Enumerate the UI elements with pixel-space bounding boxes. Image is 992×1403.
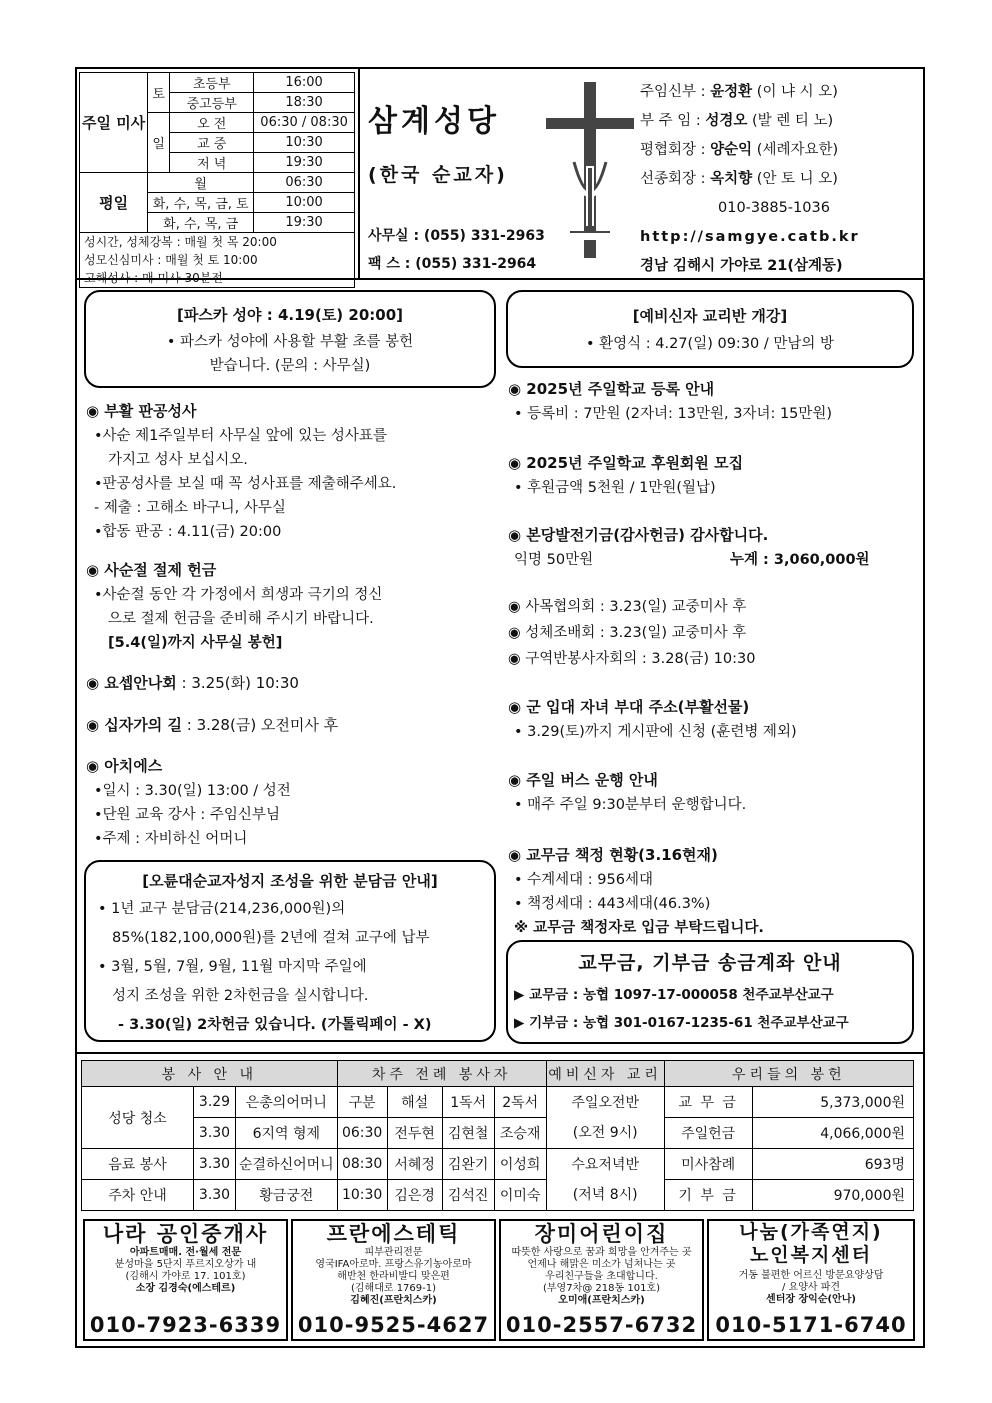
mass-row-name: 중고등부 [170,93,254,113]
liturgy-cell: 10:30 [337,1180,387,1211]
catechumen-title: [예비신자 교리반 개강] [632,307,788,325]
mass-row-name: 저 녁 [170,153,254,173]
service-label: 주차 안내 [82,1180,194,1211]
section-line: • 매주 주일 9:30분부터 운행합니다. [514,797,747,813]
section-military [508,694,797,744]
oryun-line: 85%(182,100,000원)를 2년에 걸쳐 교구에 납부 [112,930,430,946]
liturgy-cell: 김석진 [442,1180,494,1211]
section-line: - 제출 : 고해소 바구니, 사무실 [94,500,286,516]
section-line: •사순절 동안 각 가정에서 희생과 극기의 정신 [94,587,383,603]
sunday-mass-label: 주일 미사 [80,73,148,173]
oryun-line: • 3월, 5월, 7월, 9월, 11월 마지막 주일에 [98,959,367,975]
staff-row: 선종회장 : 옥치향 (안 토 니 오) [640,171,838,187]
liturgy-cell: 김은경 [387,1180,442,1211]
section-stations: ◉ 십자가의 길 : 3.28(금) 오전미사 후 [86,716,339,734]
oryun-box [84,860,496,1042]
section-line: •사순 제1주일부터 사무실 앞에 있는 성사표를 [94,428,387,444]
mass-row-time: 10:30 [254,133,355,153]
church-name: 삼계성당 [368,104,500,139]
bank-title: 교무금, 기부금 송금계좌 안내 [578,952,842,974]
service-date: 3.30 [194,1180,236,1211]
section-thanks [508,522,888,572]
mass-row-time: 19:30 [254,213,355,233]
liturgy-cell: 이미숙 [494,1180,546,1211]
mass-row-time: 18:30 [254,93,355,113]
section-heading: ◉ 2025년 주일학교 후원회원 모집 [508,454,744,472]
section-confession [86,398,396,544]
office-contact [368,222,545,278]
section-acies [86,753,291,851]
paska-box [84,290,496,388]
liturgy-cell: 06:30 [337,1118,387,1149]
weekday-mass-label: 평일 [80,173,148,233]
section-joseph-anna: ◉ 요셉안나회 : 3.25(화) 10:30 [86,674,299,692]
service-date: 3.29 [194,1087,236,1118]
liturgy-cell: 김현철 [442,1118,494,1149]
oryun-line: 성지 조성을 위한 2차헌금을 실시합니다. [112,988,369,1004]
section-heading: ◉ 교무금 책정 현황(3.16현재) [508,846,718,864]
section-heading: ◉ 아치에스 [86,757,163,775]
mass-row-time: 06:30 / 08:30 [254,113,355,133]
service-header: 차주 전례 봉사자 [337,1061,546,1087]
mass-divider [358,67,360,280]
section-line: •판공성사를 보실 때 꼭 성사표를 제출해주세요. [94,476,397,492]
offer-label: 교 무 금 [664,1087,752,1118]
class-cell: 주일오전반 (오전 9시) [546,1087,664,1149]
liturgy-cell: 해설 [387,1087,442,1118]
section-dues [508,842,764,940]
section-line: • 책정세대 : 443세대(46.3%) [514,896,711,912]
liturgy-cell: 이성희 [494,1149,546,1180]
oryun-line: • 1년 교구 분담금(214,236,000원)의 [98,901,346,917]
staff-row: 부 주 임 : 성경오 (발 렌 티 노) [640,113,834,129]
liturgy-cell: 조승재 [494,1118,546,1149]
thanks-donation: 익명 50만원 [514,552,594,568]
section-heading: ◉ 2025년 주일학교 등록 안내 [508,380,715,398]
section-line: •주제 : 자비하신 어머니 [94,831,248,847]
staff-row: 주임신부 : 윤정환 (이 냐 시 오) [640,84,838,100]
ad-welfare: 나눔(가족연지) 노인복지센터 거동 불편한 어르신 방문요양상담 / 요양사 파견 센터장 장익순(안나) 010-5171-6740 [707,1219,915,1341]
class-cell: 수요저녁반 (저녁 8시) [546,1149,664,1211]
mass-note: 고해성사 : 매 미사 30분전 [84,271,223,285]
ad-esthetic: 프란에스테틱 피부관리전문 영국IFA아로마. 프랑스유기농아로마 해반천 한라비발디 맞은편 (김해대로 1769-1) 김혜진(프란치스카) 010-9525-4627 [291,1219,496,1341]
section-line: • 3.29(토)까지 게시판에 신청 (훈련병 제외) [514,724,797,740]
service-date: 3.30 [194,1149,236,1180]
meeting-line: ◉ 성체조배회 : 3.23(일) 교중미사 후 [508,625,747,641]
section-lent-offering [86,557,382,655]
section-sunday-school [508,376,832,426]
ad-title: 나눔(가족연지) [739,1221,883,1243]
thanks-total: 누계 : 3,060,000원 [730,552,870,568]
ad-phone: 010-9525-4627 [297,1313,490,1337]
mass-row-time: 19:30 [254,153,355,173]
meeting-line: ◉ 사목협의회 : 3.23(일) 교중미사 후 [508,599,747,615]
catechumen-line: • 환영식 : 4.27(일) 09:30 / 만남의 방 [585,336,835,352]
service-who: 6지역 형제 [236,1118,338,1149]
section-heading: ◉ 부활 판공성사 [86,402,197,420]
service-who: 황금궁전 [236,1180,338,1211]
offer-value: 5,373,000원 [752,1087,913,1118]
section-line: • 후원금액 5천원 / 1만원(월납) [514,480,716,496]
meeting-line: ◉ 구역반봉사자회의 : 3.28(금) 10:30 [508,651,756,667]
liturgy-cell: 서혜정 [387,1149,442,1180]
church-address: 경남 김해시 가야로 21(삼계동) [640,258,843,274]
service-who: 순결하신어머니 [236,1149,338,1180]
mass-note: 성시간, 성체강복 : 매월 첫 목 20:00 [84,235,277,249]
section-heading: ◉ 본당발전기금(감사헌금) 감사합니다. [508,526,769,544]
staff-row: 평협회장 : 양순익 (세례자요한) [640,142,839,158]
mass-schedule [79,72,355,288]
ad-daycare: 장미어린이집 따뜻한 사랑으로 꿈과 희망을 안겨주는 곳 언제나 해맑은 미소가 넘쳐나는 곳 우리친구들을 초대합니다. (부영7차@ 218동 101호) 오미애(프란치스카) 010-2557-6732 [499,1219,704,1341]
section-line: • 등록비 : 7만원 (2자녀: 13만원, 3자녀: 15만원) [514,406,833,422]
section-line: •일시 : 3.30(일) 13:00 / 성전 [94,783,291,799]
mass-notes [79,233,355,288]
offer-value: 970,000원 [752,1180,913,1211]
liturgy-cell: 전두현 [387,1118,442,1149]
paska-line: • 파스카 성야에 사용할 부활 초를 봉헌 [166,334,414,350]
section-heading: ◉ 군 입대 자녀 부대 주소(부활선물) [508,698,750,716]
ad-phone: 010-2557-6732 [505,1313,698,1337]
ad-title: 프란에스테틱 [326,1222,461,1246]
service-who: 은총의어머니 [236,1087,338,1118]
mass-row-time: 06:30 [254,173,355,193]
sat-label: 토 [148,73,170,113]
mass-row-name: 초등부 [170,73,254,93]
mass-row-time: 16:00 [254,73,355,93]
office-phone: 사무실 : (055) 331-2963 [368,228,545,244]
service-label: 성당 청소 [82,1087,194,1149]
liturgy-cell: 구분 [337,1087,387,1118]
mass-row-name: 월 [148,173,254,193]
staff-list [640,78,920,281]
section-line: [5.4(일)까지 사무실 봉헌] [108,635,283,651]
service-table [81,1060,914,1211]
oryun-line: - 3.30(일) 2차헌금 있습니다. (가톨릭페이 - X) [118,1017,432,1033]
section-heading: ◉ 사순절 절제 헌금 [86,561,217,579]
service-date: 3.30 [194,1118,236,1149]
mass-row-name: 화, 수, 목, 금, 토 [148,193,254,213]
section-meetings [508,594,755,672]
bank-line: ▶ 기부금 : 농협 301-0167-1235-61 천주교부산교구 [514,1015,849,1031]
cross-logo-icon [540,80,640,260]
section-line: • 수계세대 : 956세대 [514,872,653,888]
service-label: 음료 봉사 [82,1149,194,1180]
office-fax: 팩 스 : (055) 331-2964 [368,256,537,272]
offer-label: 주일헌금 [664,1118,752,1149]
liturgy-cell: 08:30 [337,1149,387,1180]
sun-label: 일 [148,113,170,173]
ad-phone: 010-7923-6339 [89,1313,282,1337]
paska-line: 받습니다. (문의 : 사무실) [209,358,371,374]
ad-title: 노인복지센터 [749,1244,873,1266]
church-subtitle: (한국 순교자) [368,164,508,186]
ad-title: 장미어린이집 [534,1222,669,1246]
offer-value: 693명 [752,1149,913,1180]
oryun-title: [오륜대순교자성지 조성을 위한 분담금 안내] [142,872,438,890]
mass-note: 성모신심미사 : 매월 첫 토 10:00 [84,253,258,267]
offer-label: 기 부 금 [664,1180,752,1211]
bank-line: ▶ 교무금 : 농협 1097-17-000058 천주교부산교구 [514,987,834,1003]
section-line: •단원 교육 강사 : 주임신부님 [94,807,280,823]
service-header: 우리들의 봉헌 [664,1061,913,1087]
footer-divider [75,1052,925,1054]
mass-row-time: 10:00 [254,193,355,213]
liturgy-cell: 2독서 [494,1087,546,1118]
website-link[interactable]: http://samgye.catb.kr [640,229,860,245]
liturgy-cell: 김완기 [442,1149,494,1180]
section-line: •합동 판공 : 4.11(금) 20:00 [94,524,282,540]
offer-value: 4,066,000원 [752,1118,913,1149]
offer-label: 미사참례 [664,1149,752,1180]
catechumen-box [506,290,914,368]
paska-title: [파스카 성야 : 4.19(토) 20:00] [176,306,403,324]
section-sponsor [508,450,743,500]
section-line: ※ 교무금 책정자로 입금 부탁드립니다. [514,920,764,936]
service-header: 예비신자 교리 [546,1061,664,1087]
staff-phone: 010-3885-1036 [718,200,830,216]
mass-row-name: 오 전 [170,113,254,133]
ad-realestate: 나라 공인중개사 아파트매매. 전·월세 전문 분성마을 5단지 푸르지오상가 내 (김해시 가야로 17. 101호) 소장 김경숙(에스테르) 010-7923-6339 [83,1219,288,1341]
section-line: 가지고 성사 보십시오. [108,452,248,468]
section-heading: ◉ 주일 버스 운행 안내 [508,771,658,789]
bank-box [506,940,914,1044]
liturgy-cell: 1독서 [442,1087,494,1118]
section-bus [508,767,746,817]
ad-phone: 010-5171-6740 [715,1313,907,1337]
ad-title: 나라 공인중개사 [102,1222,269,1246]
mass-row-name: 화, 수, 목, 금 [148,213,254,233]
section-line: 으로 절제 헌금을 준비해 주시기 바랍니다. [108,611,374,627]
service-header: 봉 사 안 내 [82,1061,338,1087]
mass-row-name: 교 중 [170,133,254,153]
